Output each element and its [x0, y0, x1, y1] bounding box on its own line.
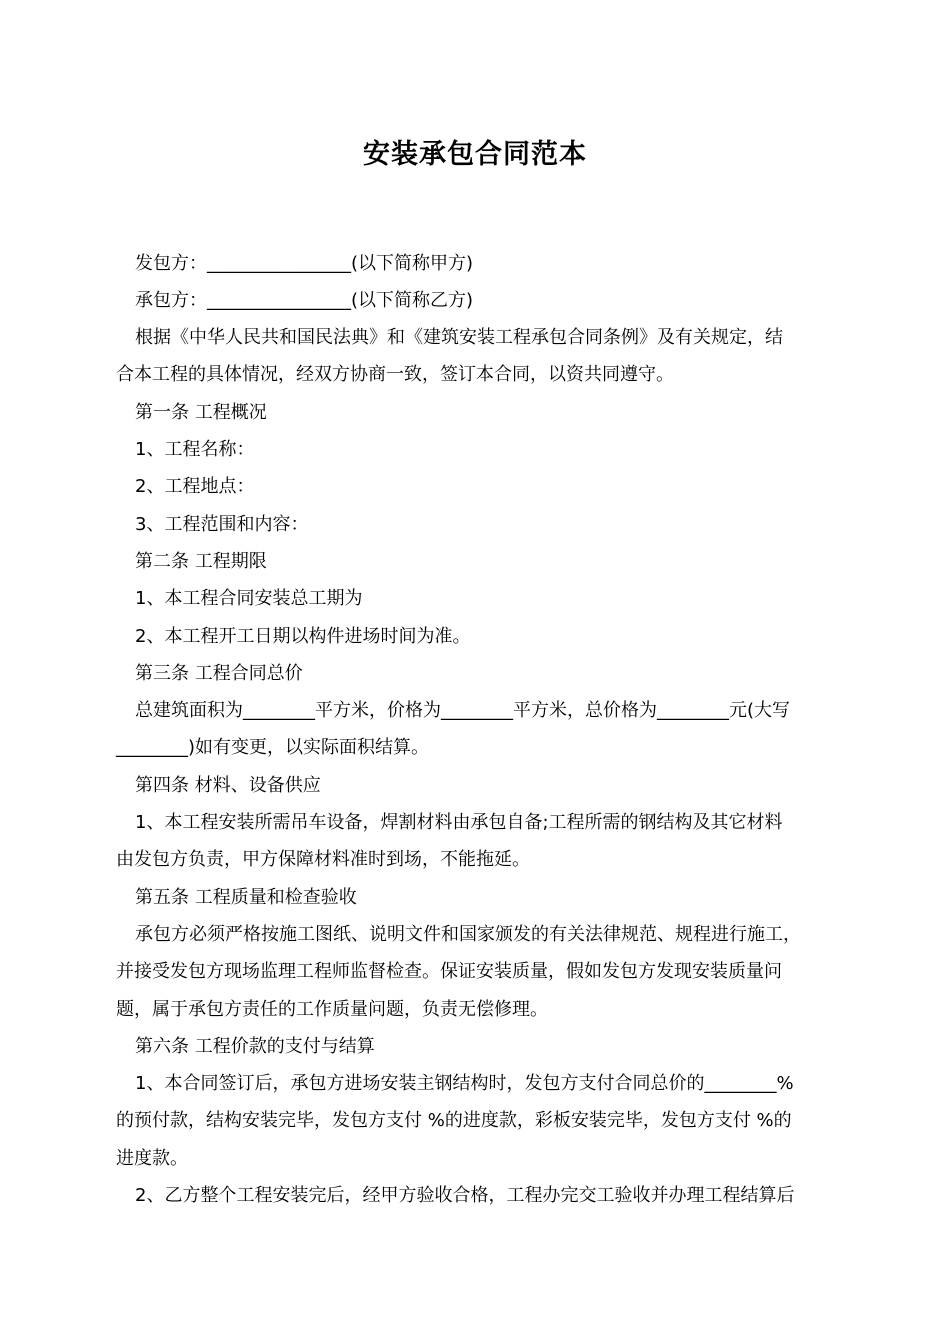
article-1-heading: 第一条 工程概况: [135, 402, 267, 423]
article-2-item-2: 2、本工程开工日期以构件进场时间为准。: [135, 626, 471, 647]
preamble-line-1: 根据《中华人民共和国民法典》和《建筑安装工程承包合同条例》及有关规定，结: [135, 327, 783, 348]
article-5-heading: 第五条 工程质量和检查验收: [135, 887, 357, 908]
article-5-text-1: 承包方必须严格按施工图纸、说明文件和国家颁发的有关法律规范、规程进行施工，: [135, 924, 801, 945]
article-3-text-1: 总建筑面积为________平方米，价格为________平方米，总价格为________元(大写: [135, 700, 791, 721]
document-title: 安装承包合同范本: [363, 139, 587, 170]
article-6-heading: 第六条 工程价款的支付与结算: [135, 1036, 375, 1057]
article-1-item-3: 3、工程范围和内容：: [135, 514, 309, 535]
article-6-item-1-line-3: 进度款。: [116, 1148, 188, 1169]
article-3-text-2: ________)如有变更，以实际面积结算。: [116, 737, 430, 758]
article-4-text-2: 由发包方负责，甲方保障材料准时到场，不能拖延。: [116, 849, 530, 870]
article-6-item-1-line-2: 的预付款，结构安装完毕，发包方支付 %的进度款，彩板安装完毕，发包方支付 %的: [116, 1110, 792, 1131]
article-6-item-1-line-1: 1、本合同签订后，承包方进场安装主钢结构时，发包方支付合同总价的________%: [135, 1073, 794, 1094]
preamble-line-2: 合本工程的具体情况，经双方协商一致，签订本合同，以资共同遵守。: [116, 364, 674, 385]
article-6-item-2-line-1: 2、乙方整个工程安装完后，经甲方验收合格，工程办完交工验收并办理工程结算后: [135, 1185, 795, 1206]
article-2-heading: 第二条 工程期限: [135, 551, 267, 572]
article-1-item-2: 2、工程地点：: [135, 476, 255, 497]
contractor-line: 承包方：________________(以下简称乙方): [135, 290, 474, 311]
article-5-text-2: 并接受发包方现场监理工程师监督检查。保证安装质量，假如发包方发现安装质量问: [116, 961, 782, 982]
article-5-text-3: 题，属于承包方责任的工作质量问题，负责无偿修理。: [116, 999, 548, 1020]
article-4-heading: 第四条 材料、设备供应: [135, 775, 321, 796]
employer-line: 发包方：________________(以下简称甲方): [135, 253, 474, 274]
article-1-item-1: 1、工程名称：: [135, 439, 255, 460]
article-3-heading: 第三条 工程合同总价: [135, 663, 303, 684]
article-4-text-1: 1、本工程安装所需吊车设备，焊割材料由承包自备;工程所需的钢结构及其它材料: [135, 812, 783, 833]
article-2-item-1: 1、本工程合同安装总工期为: [135, 588, 363, 609]
